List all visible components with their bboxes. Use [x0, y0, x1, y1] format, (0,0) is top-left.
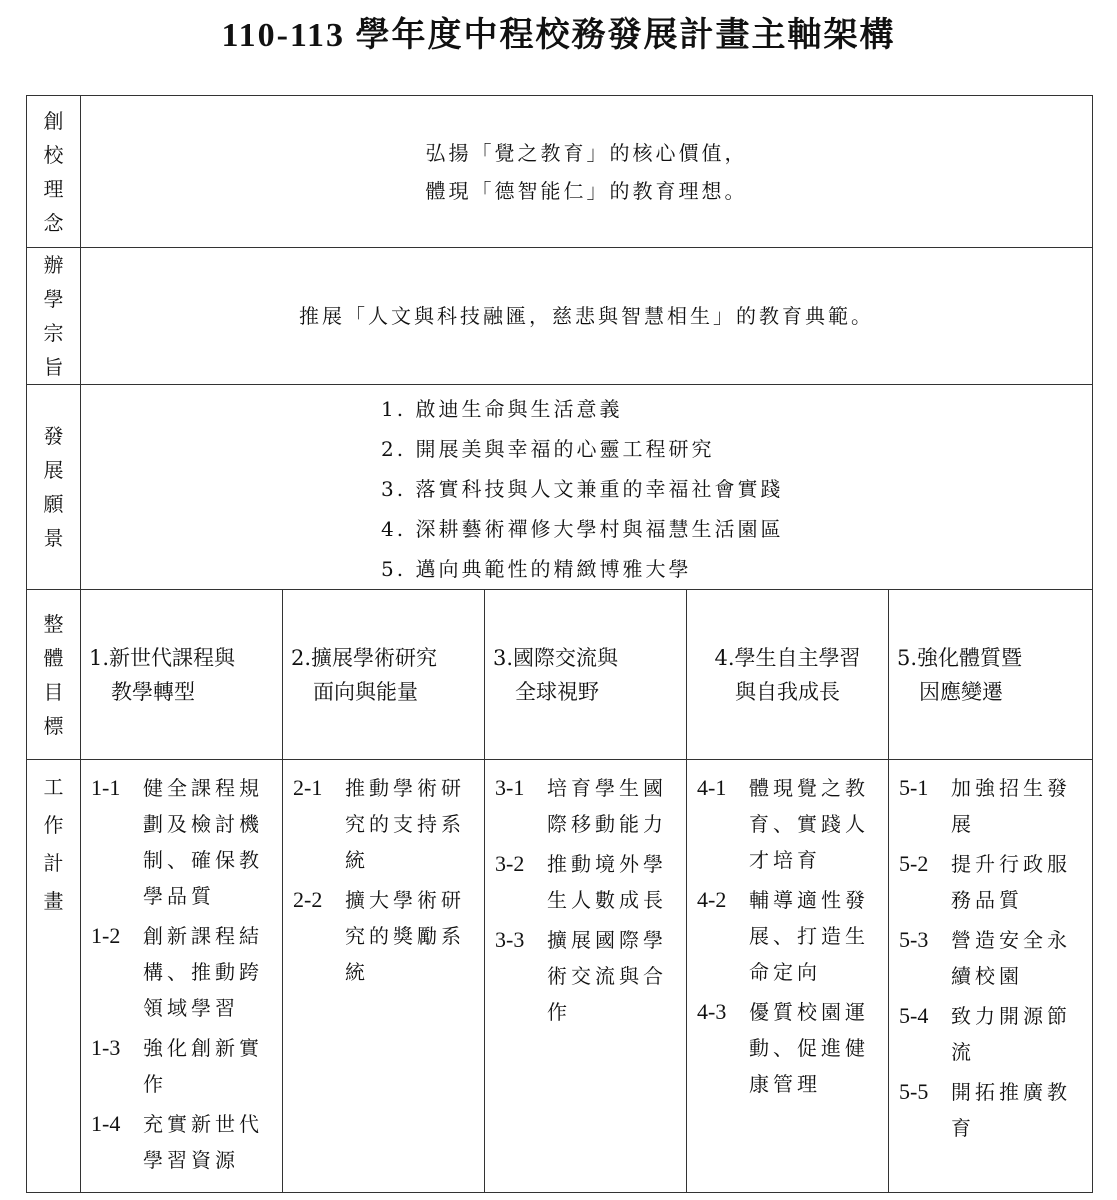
- vision-item: 2. 開展美與幸福的心靈工程研究: [381, 437, 715, 461]
- plan-column: [81, 760, 283, 1193]
- label-char: 計: [43, 851, 64, 875]
- label-char: 願: [43, 492, 64, 516]
- goals-label: [27, 590, 81, 760]
- goal-line: 3.國際交流與: [493, 645, 619, 670]
- vision-item: 1. 啟迪生命與生活意義: [381, 397, 623, 421]
- goal-line: 4.學生自主學習: [714, 645, 861, 670]
- plan-text: 開拓推廣教育: [951, 1080, 1071, 1140]
- plan-number: 1-2: [91, 923, 121, 948]
- plan-item: [91, 1106, 278, 1178]
- plan-item: [91, 770, 278, 914]
- plan-number: 1-4: [91, 1111, 121, 1136]
- goal-1: [81, 590, 283, 760]
- plan-text: 推動境外學生人數成長: [547, 852, 667, 912]
- page-title: 110-113 學年度中程校務發展計畫主軸架構: [221, 17, 896, 54]
- plan-text: 致力開源節流: [951, 1004, 1071, 1064]
- label-char: 展: [43, 458, 64, 482]
- plan-column: [687, 760, 889, 1193]
- label-char: 旨: [43, 355, 64, 379]
- label-char: 創: [43, 108, 64, 133]
- plan-number: 2-2: [293, 887, 323, 912]
- label-char: 辦: [43, 253, 64, 277]
- vision-item: 4. 深耕藝術禪修大學村與福慧生活園區: [381, 517, 784, 541]
- plan-text: 輔導適性發展、打造生命定向: [749, 888, 869, 984]
- founding-line: 弘揚「覺之教育」的核心價值，: [425, 140, 748, 165]
- goal-line: 面向與能量: [313, 679, 418, 704]
- goal-line: 因應變遷: [919, 679, 1003, 704]
- founding-row: [27, 96, 1093, 248]
- plan-number: 2-1: [293, 775, 323, 800]
- goal-5: [889, 590, 1093, 760]
- plan-number: 3-1: [495, 775, 525, 800]
- framework-table: [26, 95, 1093, 1193]
- plan-number: 4-3: [697, 999, 727, 1024]
- goals-row: [27, 590, 1093, 760]
- mission-content: 推展「人文與科技融匯，慈悲與智慧相生」的教育典範。: [81, 248, 1093, 385]
- plan-item: [697, 994, 884, 1102]
- label-char: 作: [43, 813, 64, 837]
- label-char: 發: [43, 424, 64, 448]
- plan-text: 加強招生發展: [951, 776, 1071, 836]
- plan-number: 4-1: [697, 775, 727, 800]
- plan-text: 培育學生國際移動能力: [547, 776, 667, 836]
- vision-label: [27, 385, 81, 590]
- plan-text: 充實新世代學習資源: [143, 1112, 263, 1172]
- plans-row: [27, 760, 1093, 1193]
- plan-column: [485, 760, 687, 1193]
- plan-number: 3-2: [495, 851, 525, 876]
- label-char: 宗: [43, 321, 64, 345]
- plan-item: [899, 846, 1088, 918]
- plan-text: 推動學術研究的支持系統: [345, 776, 465, 872]
- founding-content: [81, 96, 1093, 248]
- plan-item: [899, 770, 1088, 842]
- plan-text: 營造安全永續校園: [951, 928, 1071, 988]
- plan-text: 強化創新實作: [143, 1036, 263, 1096]
- plan-number: 4-2: [697, 887, 727, 912]
- label-char: 目: [43, 679, 64, 704]
- vision-item: 3. 落實科技與人文兼重的幸福社會實踐: [381, 477, 784, 501]
- plan-text: 健全課程規劃及檢討機制、確保教學品質: [143, 776, 263, 908]
- mission-row: [27, 248, 1093, 385]
- label-char: 工: [43, 775, 64, 799]
- plan-item: [293, 882, 480, 990]
- plan-item: [899, 998, 1088, 1070]
- label-char: 體: [43, 645, 64, 670]
- plan-text: 體現覺之教育、實踐人才培育: [749, 776, 869, 872]
- plan-item: [899, 922, 1088, 994]
- goal-line: 1.新世代課程與: [89, 645, 236, 670]
- plan-text: 擴展國際學術交流與合作: [547, 928, 667, 1024]
- plan-text: 創新課程結構、推動跨領域學習: [143, 924, 263, 1020]
- plan-number: 5-2: [899, 851, 929, 876]
- label-char: 標: [43, 713, 64, 738]
- goal-line: 2.擴展學術研究: [291, 645, 438, 670]
- vision-content: [81, 385, 1093, 590]
- plan-number: 3-3: [495, 927, 525, 952]
- label-char: 校: [43, 142, 64, 167]
- founding-line: 體現「德智能仁」的教育理想。: [425, 178, 748, 203]
- plan-number: 5-3: [899, 927, 929, 952]
- plan-text: 提升行政服務品質: [951, 852, 1071, 912]
- label-char: 畫: [43, 889, 64, 913]
- plans-label: [27, 760, 81, 1193]
- label-char: 學: [43, 287, 64, 311]
- goal-line: 教學轉型: [111, 679, 195, 704]
- plan-item: [91, 1030, 278, 1102]
- plan-number: 5-4: [899, 1003, 929, 1028]
- plan-item: [697, 882, 884, 990]
- label-char: 景: [43, 526, 64, 550]
- plan-item: [697, 770, 884, 878]
- plan-text: 擴大學術研究的獎勵系統: [345, 888, 465, 984]
- label-char: 整: [43, 611, 64, 636]
- plan-item: [899, 1074, 1088, 1146]
- vision-item: 5. 邁向典範性的精緻博雅大學: [381, 557, 692, 581]
- goal-2: [283, 590, 485, 760]
- plan-column: [283, 760, 485, 1193]
- label-char: 念: [43, 210, 64, 235]
- goal-line: 與自我成長: [735, 679, 840, 704]
- plan-item: [91, 918, 278, 1026]
- founding-label: [27, 96, 81, 248]
- plan-column: [889, 760, 1093, 1193]
- plan-text: 優質校園運動、促進健康管理: [749, 1000, 869, 1096]
- goal-line: 5.強化體質暨: [897, 645, 1023, 670]
- mission-label: [27, 248, 81, 385]
- plan-item: [293, 770, 480, 878]
- label-char: 理: [43, 176, 64, 201]
- plan-item: [495, 922, 682, 1030]
- plan-number: 1-3: [91, 1035, 121, 1060]
- goal-line: 全球視野: [515, 679, 599, 704]
- plan-item: [495, 770, 682, 842]
- plan-number: 5-1: [899, 775, 929, 800]
- plan-number: 1-1: [91, 775, 121, 800]
- plan-number: 5-5: [899, 1079, 929, 1104]
- goal-4: [687, 590, 889, 760]
- vision-row: [27, 385, 1093, 590]
- goal-3: [485, 590, 687, 760]
- plan-item: [495, 846, 682, 918]
